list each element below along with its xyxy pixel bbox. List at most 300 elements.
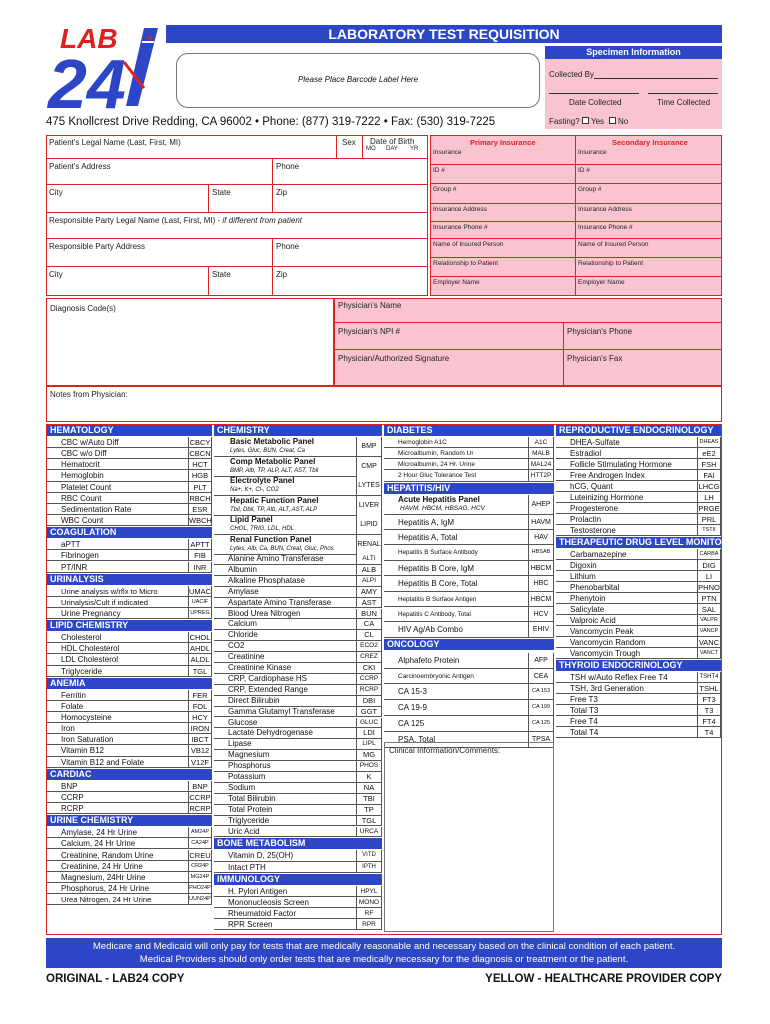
test-row[interactable]: [47, 666, 212, 677]
test-row[interactable]: [556, 637, 721, 648]
test-row[interactable]: [556, 716, 721, 727]
test-row[interactable]: [214, 587, 382, 598]
patient-name-field[interactable]: Patient's Legal Name (Last, First, MI): [49, 138, 181, 147]
test-row[interactable]: [47, 515, 212, 526]
ins-primary-field-7[interactable]: Employer Name: [433, 279, 480, 286]
date-collected-field[interactable]: [549, 93, 639, 94]
test-code: HAV: [528, 530, 554, 545]
test-code: CR24P: [188, 861, 212, 872]
test-row[interactable]: [47, 883, 212, 894]
test-row[interactable]: [47, 493, 212, 504]
test-code: FIB: [188, 550, 212, 561]
ins-divider: [430, 183, 722, 184]
test-code: CA 125: [528, 716, 554, 732]
test-name: Rheumatoid Factor: [228, 909, 297, 918]
patient-phone-field[interactable]: Phone: [276, 162, 300, 171]
resp-city-field[interactable]: City: [49, 270, 63, 279]
physician-phone-field[interactable]: Physician's Phone: [567, 327, 633, 336]
test-name: WBC Count: [61, 516, 104, 526]
test-row[interactable]: [47, 608, 212, 619]
test-row[interactable]: [384, 530, 554, 545]
test-row[interactable]: [47, 734, 212, 745]
resp-name-label: Responsible Party Legal Name (Last, First, MI): [49, 216, 216, 225]
resp-zip-field[interactable]: Zip: [276, 270, 288, 279]
test-code: LDI: [356, 728, 382, 739]
ins-secondary-field-5[interactable]: Name of Insured Person: [578, 241, 649, 248]
test-code: CCRP: [189, 792, 211, 802]
test-code: PLT: [188, 482, 212, 493]
ins-primary-field-3[interactable]: Insurance Address: [433, 206, 487, 213]
test-code: HGB: [188, 470, 212, 481]
test-row[interactable]: [47, 723, 212, 734]
test-row[interactable]: [214, 783, 382, 794]
test-row[interactable]: [556, 492, 721, 503]
fasting-label: Fasting?: [549, 117, 580, 126]
test-row[interactable]: [384, 545, 554, 560]
test-row[interactable]: [556, 694, 721, 705]
test-row[interactable]: [556, 560, 721, 571]
test-name: Luteinizing Hormone: [570, 493, 644, 502]
test-row[interactable]: [384, 470, 554, 481]
test-name: CA 19-9: [398, 703, 427, 713]
test-row[interactable]: [214, 685, 382, 696]
physician-fax-field[interactable]: Physician's Fax: [567, 354, 623, 363]
test-row[interactable]: [47, 872, 212, 883]
test-row[interactable]: [214, 696, 382, 707]
test-name: PT/INR: [61, 562, 88, 572]
ins-divider: [430, 238, 722, 239]
barcode-label: Please Place Barcode Label Here: [297, 75, 419, 84]
test-row[interactable]: [214, 576, 382, 587]
insurance-section: [430, 135, 722, 296]
test-code: RCRP: [189, 804, 211, 814]
panel-name: Basic Metabolic Panel: [230, 437, 315, 446]
test-row[interactable]: [214, 750, 382, 761]
test-name: Triglyceride: [228, 815, 270, 825]
test-name: DHEA-Sulfate: [570, 438, 620, 447]
test-name: Creatinine, 24 Hr Urine: [61, 861, 143, 871]
test-row[interactable]: [47, 654, 212, 665]
test-row[interactable]: [556, 481, 721, 492]
test-row[interactable]: [47, 894, 212, 905]
test-code: UPREG: [188, 608, 212, 619]
test-code: HPYL: [356, 886, 382, 897]
test-code: FOL: [188, 701, 212, 712]
test-row[interactable]: [47, 690, 212, 701]
test-row[interactable]: [556, 604, 721, 615]
test-row[interactable]: [47, 838, 212, 849]
test-row[interactable]: [214, 897, 382, 908]
panel-sub: Lytes, Alb, Ca, BUN, Creat, Gluc, Phos: [230, 545, 334, 552]
ins-primary-field-4[interactable]: Insurance Phone #: [433, 224, 488, 231]
panel-row[interactable]: [214, 535, 382, 555]
lab-address: 475 Knollcrest Drive Redding, CA 96002 • Phone: (877) 319-7222 • Fax: (530) 319-7225: [46, 116, 496, 128]
test-name: Vitamin D, 25(OH): [228, 851, 294, 861]
test-row[interactable]: [47, 448, 212, 459]
panel-row[interactable]: [214, 515, 382, 535]
test-row[interactable]: [47, 861, 212, 872]
panel-name: Renal Function Panel: [230, 534, 312, 544]
test-name: Microalbumin, 24 Hr. Urine: [398, 461, 475, 469]
ins-divider: [430, 221, 722, 222]
ins-primary-field-0[interactable]: Insurance: [433, 149, 462, 156]
diagnosis-field[interactable]: Diagnosis Code(s): [50, 304, 116, 313]
ins-secondary-field-4[interactable]: Insurance Phone #: [578, 224, 633, 231]
test-code: CA 199: [528, 700, 554, 716]
ins-secondary-field-3[interactable]: Insurance Address: [578, 206, 632, 213]
test-row[interactable]: [214, 739, 382, 750]
test-row[interactable]: [214, 598, 382, 609]
test-row[interactable]: [47, 757, 212, 768]
test-row[interactable]: [47, 459, 212, 470]
test-row[interactable]: [214, 816, 382, 827]
test-code: DBI: [356, 696, 382, 707]
fasting-no-label: No: [618, 117, 629, 126]
panel-row[interactable]: [214, 476, 382, 496]
ins-primary-field-2[interactable]: Group #: [433, 186, 457, 193]
test-name: CBC w/o Diff: [61, 449, 107, 459]
test-code: DHEAS: [697, 437, 721, 448]
test-row[interactable]: [556, 525, 721, 536]
test-row[interactable]: [214, 718, 382, 729]
ins-secondary-field-0[interactable]: Insurance: [578, 149, 607, 156]
test-code: K: [356, 772, 382, 783]
test-row[interactable]: [47, 701, 212, 712]
test-row[interactable]: [214, 663, 382, 674]
test-name: Vancomycin Peak: [570, 627, 634, 636]
test-code: HCT: [188, 459, 212, 470]
test-code: LI: [697, 571, 721, 582]
test-code: VANC: [698, 638, 720, 647]
dob-day[interactable]: DAY: [386, 146, 398, 152]
physician-name-field[interactable]: Physician's Name: [338, 301, 402, 310]
test-code: BUN: [356, 609, 382, 620]
test-code: IPTH: [356, 862, 382, 873]
test-code: RPR: [356, 919, 382, 930]
test-name: Folate: [61, 701, 84, 711]
resp-party-address-field[interactable]: Responsible Party Address: [49, 242, 146, 251]
test-name: Testosterone: [570, 526, 616, 535]
test-name: Fibrinogen: [61, 551, 99, 561]
test-code: PHOS: [356, 761, 382, 772]
test-code: UUN24P: [188, 894, 212, 905]
physician-npi-field[interactable]: Physician's NPI #: [338, 327, 400, 336]
test-code: VALPR: [697, 615, 721, 626]
test-row[interactable]: [214, 772, 382, 783]
test-name: TSH, 3rd Generation: [570, 684, 644, 693]
panel-code: LIVER: [356, 496, 382, 516]
test-row[interactable]: [384, 437, 554, 448]
test-code: TSHT4: [697, 672, 721, 683]
test-row[interactable]: [556, 672, 721, 683]
test-row[interactable]: [214, 919, 382, 930]
test-name: Prolactin: [570, 515, 602, 524]
test-code: BNP: [188, 781, 212, 792]
patient-state-field[interactable]: State: [212, 188, 231, 197]
test-code: APTT: [188, 539, 212, 550]
panel-row[interactable]: [214, 437, 382, 457]
footer-line2: Medical Providers should only order tests that are medically necessary for the diagnosis or treatment or the patient.: [139, 954, 629, 965]
test-code: EHIV: [528, 622, 554, 637]
test-row[interactable]: [214, 761, 382, 772]
test-code: GLUC: [356, 718, 382, 729]
clinical-comments-field[interactable]: Clinical Information/Comments:: [389, 746, 501, 755]
test-row[interactable]: [384, 592, 554, 607]
test-row[interactable]: [47, 482, 212, 493]
test-row[interactable]: [384, 684, 554, 700]
test-row[interactable]: [384, 576, 554, 591]
panel-row[interactable]: [214, 496, 382, 516]
test-code: HBSAB: [528, 545, 554, 560]
test-code: MONO: [356, 897, 382, 908]
test-code: ALDL: [188, 654, 212, 665]
test-code: LHCG: [698, 482, 720, 491]
test-code: HCY: [188, 712, 212, 723]
test-code: PRL: [697, 514, 721, 525]
test-row[interactable]: [556, 514, 721, 525]
test-row[interactable]: [556, 727, 721, 738]
test-code: LIPL: [356, 739, 382, 750]
resp-party-name-field[interactable]: [49, 216, 302, 225]
fasting-yes-checkbox[interactable]: [582, 117, 589, 124]
test-row[interactable]: [47, 504, 212, 515]
fasting-yes-label: Yes: [591, 117, 605, 126]
test-row[interactable]: [47, 586, 212, 597]
test-row[interactable]: [556, 683, 721, 694]
ins-secondary-field-6[interactable]: Relationship to Patient: [578, 260, 644, 267]
test-row[interactable]: [47, 712, 212, 723]
test-name: TSH w/Auto Reflex Free T4: [570, 673, 668, 682]
test-name: Iron: [61, 724, 75, 734]
test-code: PHNO: [698, 583, 720, 592]
test-code: HCV: [528, 607, 554, 622]
test-name: Carcinoembryonic Antigen: [398, 672, 474, 680]
test-name: 2 Hour Gluc Tolerance Test: [398, 472, 477, 480]
test-name: CRP, Cardiophase HS: [228, 673, 308, 683]
patient-zip-field[interactable]: Zip: [276, 188, 288, 197]
test-code: CEA: [528, 669, 554, 685]
test-row[interactable]: [214, 630, 382, 641]
test-name: RCRP: [61, 804, 84, 814]
test-row[interactable]: [47, 745, 212, 756]
test-name: Magnesium, 24Hr Urine: [61, 872, 146, 882]
test-row[interactable]: [556, 582, 721, 593]
test-row[interactable]: [47, 632, 212, 643]
test-name: Cholesterol: [61, 633, 102, 643]
test-row[interactable]: [214, 862, 382, 873]
test-name: LDL Cholesterol: [61, 655, 119, 665]
ins-primary-field-6[interactable]: Relationship to Patient: [433, 260, 499, 267]
test-code: ECO2: [356, 641, 382, 652]
test-row[interactable]: [384, 622, 554, 637]
dob-yr[interactable]: YR: [410, 146, 419, 152]
notes-box: [46, 386, 722, 422]
test-row[interactable]: [384, 448, 554, 459]
test-name: Alanine Amino Transferase: [228, 554, 324, 563]
test-row[interactable]: [556, 626, 721, 637]
test-row[interactable]: [47, 539, 212, 550]
test-name: Hematocrit: [61, 460, 100, 470]
test-row[interactable]: [47, 850, 212, 861]
ins-secondary-field-2[interactable]: Group #: [578, 186, 602, 193]
test-code: IRON: [188, 723, 212, 734]
test-row[interactable]: [556, 615, 721, 626]
test-row[interactable]: [384, 561, 554, 576]
test-code: VANCT: [697, 648, 721, 659]
ins-divider: [430, 276, 722, 277]
test-row[interactable]: [47, 562, 212, 573]
test-row[interactable]: [556, 593, 721, 604]
test-name: Amylase, 24 Hr Urine: [61, 828, 138, 838]
test-code: CA: [356, 619, 382, 630]
test-code: MG: [356, 750, 382, 761]
test-row[interactable]: [384, 716, 554, 732]
test-name: Calcium, 24 Hr Urine: [61, 839, 136, 849]
test-name: Lipase: [228, 739, 252, 749]
test-row[interactable]: [384, 700, 554, 716]
test-code: AMY: [356, 587, 382, 598]
section-urine-chemistry: URINE CHEMISTRY: [47, 815, 212, 826]
section-bone-metabolism: BONE METABOLISM: [214, 838, 382, 849]
panel-code: CMP: [356, 457, 382, 477]
test-name: Blood Urea Nitrogen: [228, 608, 301, 618]
date-collected-label: Date Collected: [569, 98, 622, 107]
test-row[interactable]: [214, 850, 382, 861]
test-code: CL: [356, 630, 382, 641]
test-name: Aspartate Amino Transferase: [228, 597, 332, 607]
test-code: HBCM: [528, 592, 554, 607]
test-name: Creatinine, Random Urine: [61, 850, 154, 860]
primary-insurance-title: Primary Insurance: [470, 138, 536, 147]
test-code: CREZ: [356, 652, 382, 663]
test-row[interactable]: [214, 827, 382, 838]
test-row[interactable]: [556, 470, 721, 481]
test-row[interactable]: [214, 652, 382, 663]
test-row[interactable]: [214, 728, 382, 739]
test-code: WBCH: [189, 516, 212, 526]
test-code: VITD: [356, 850, 382, 861]
test-row[interactable]: [556, 459, 721, 470]
test-row[interactable]: [384, 653, 554, 669]
test-name: Chloride: [228, 630, 258, 640]
test-row[interactable]: [214, 565, 382, 576]
test-code: AM24P: [188, 827, 212, 838]
test-row[interactable]: [47, 827, 212, 838]
test-row[interactable]: [47, 792, 212, 803]
panel-name: Hepatic Function Panel: [230, 495, 319, 505]
test-row[interactable]: [47, 597, 212, 608]
test-row[interactable]: [47, 643, 212, 654]
test-row[interactable]: [214, 674, 382, 685]
test-row[interactable]: [556, 549, 721, 560]
test-name: Phosphorus, 24 Hr Urine: [61, 883, 150, 893]
test-row[interactable]: [47, 550, 212, 561]
test-name: Vancomycin Trough: [570, 649, 641, 658]
test-row[interactable]: [214, 908, 382, 919]
test-name: Hepatitis A, Total: [398, 533, 458, 542]
test-row[interactable]: [214, 609, 382, 620]
test-code: FT3: [697, 694, 721, 705]
test-code: IBCT: [188, 734, 212, 745]
section-chemistry: CHEMISTRY: [214, 425, 382, 436]
test-row[interactable]: [384, 607, 554, 622]
test-row[interactable]: [556, 437, 721, 448]
test-name: Direct Bilirubin: [228, 695, 280, 705]
test-row[interactable]: [384, 515, 554, 530]
test-code: ESR: [188, 504, 212, 515]
physician-signature-field[interactable]: Physician/Authorized Signature: [338, 354, 450, 363]
panel-row[interactable]: [214, 457, 382, 477]
test-row[interactable]: [384, 669, 554, 685]
test-row[interactable]: [214, 641, 382, 652]
test-name: hCG, Quant: [570, 482, 613, 491]
test-name: Urine Pregnancy: [61, 608, 121, 618]
test-row[interactable]: [47, 781, 212, 792]
ins-secondary-field-7[interactable]: Employer Name: [578, 279, 625, 286]
panel-name: Acute Hepatitis Panel: [398, 494, 480, 504]
resp-party-phone-field[interactable]: Phone: [276, 242, 300, 251]
test-name: Total Protein: [228, 804, 273, 814]
test-row[interactable]: [556, 571, 721, 582]
test-code: CARBA: [697, 549, 721, 560]
notes-field[interactable]: Notes from Physician:: [50, 390, 128, 399]
panel-sub: Tbil, Dbil, TP, Alb, ALT, AST, ALP: [230, 506, 318, 513]
secondary-insurance-title: Secondary Insurance: [612, 138, 688, 147]
test-row[interactable]: [47, 803, 212, 814]
test-row[interactable]: [384, 459, 554, 470]
ins-primary-field-5[interactable]: Name of Insured Person: [433, 241, 504, 248]
fasting-no-checkbox[interactable]: [609, 117, 616, 124]
test-row[interactable]: [214, 886, 382, 897]
test-row[interactable]: [214, 805, 382, 816]
test-name: Free Androgen Index: [570, 471, 645, 480]
test-name: CA 15-3: [398, 687, 427, 697]
patient-city-field[interactable]: City: [49, 188, 63, 197]
copy-yellow: YELLOW - HEALTHCARE PROVIDER COPY: [485, 973, 722, 985]
patient-address-field[interactable]: Patient's Address: [49, 162, 111, 171]
test-name: Urea Nitrogen, 24 Hr Urine: [61, 895, 152, 905]
test-name: RBC Count: [61, 493, 102, 503]
test-row[interactable]: [47, 470, 212, 481]
dob-mo[interactable]: MO: [366, 146, 376, 152]
test-row[interactable]: [47, 437, 212, 448]
test-row[interactable]: [214, 794, 382, 805]
test-row[interactable]: [556, 705, 721, 716]
test-row[interactable]: [214, 619, 382, 630]
test-name: Hemoglobin A1C: [398, 439, 447, 446]
ins-primary-field-1[interactable]: ID #: [433, 167, 445, 174]
resp-state-field[interactable]: State: [212, 270, 231, 279]
sex-field[interactable]: Sex: [342, 138, 356, 147]
test-row[interactable]: [556, 648, 721, 659]
test-code: RBCH: [189, 493, 211, 503]
test-name: Sodium: [228, 782, 256, 792]
ins-divider: [430, 257, 722, 258]
panel-row[interactable]: [384, 495, 554, 515]
test-name: CBC w/Auto Diff: [61, 438, 119, 447]
test-row[interactable]: [556, 503, 721, 514]
test-code: HTT2P: [528, 470, 554, 481]
time-collected-field[interactable]: [648, 93, 718, 94]
collected-by-field[interactable]: [594, 78, 718, 79]
test-code: AST: [356, 598, 382, 609]
test-row[interactable]: [556, 448, 721, 459]
test-name: Phosphorus: [228, 761, 271, 771]
test-row[interactable]: [214, 707, 382, 718]
copy-original: ORIGINAL - LAB24 COPY: [46, 973, 185, 985]
test-row[interactable]: [214, 554, 382, 565]
ins-secondary-field-1[interactable]: ID #: [578, 167, 590, 174]
